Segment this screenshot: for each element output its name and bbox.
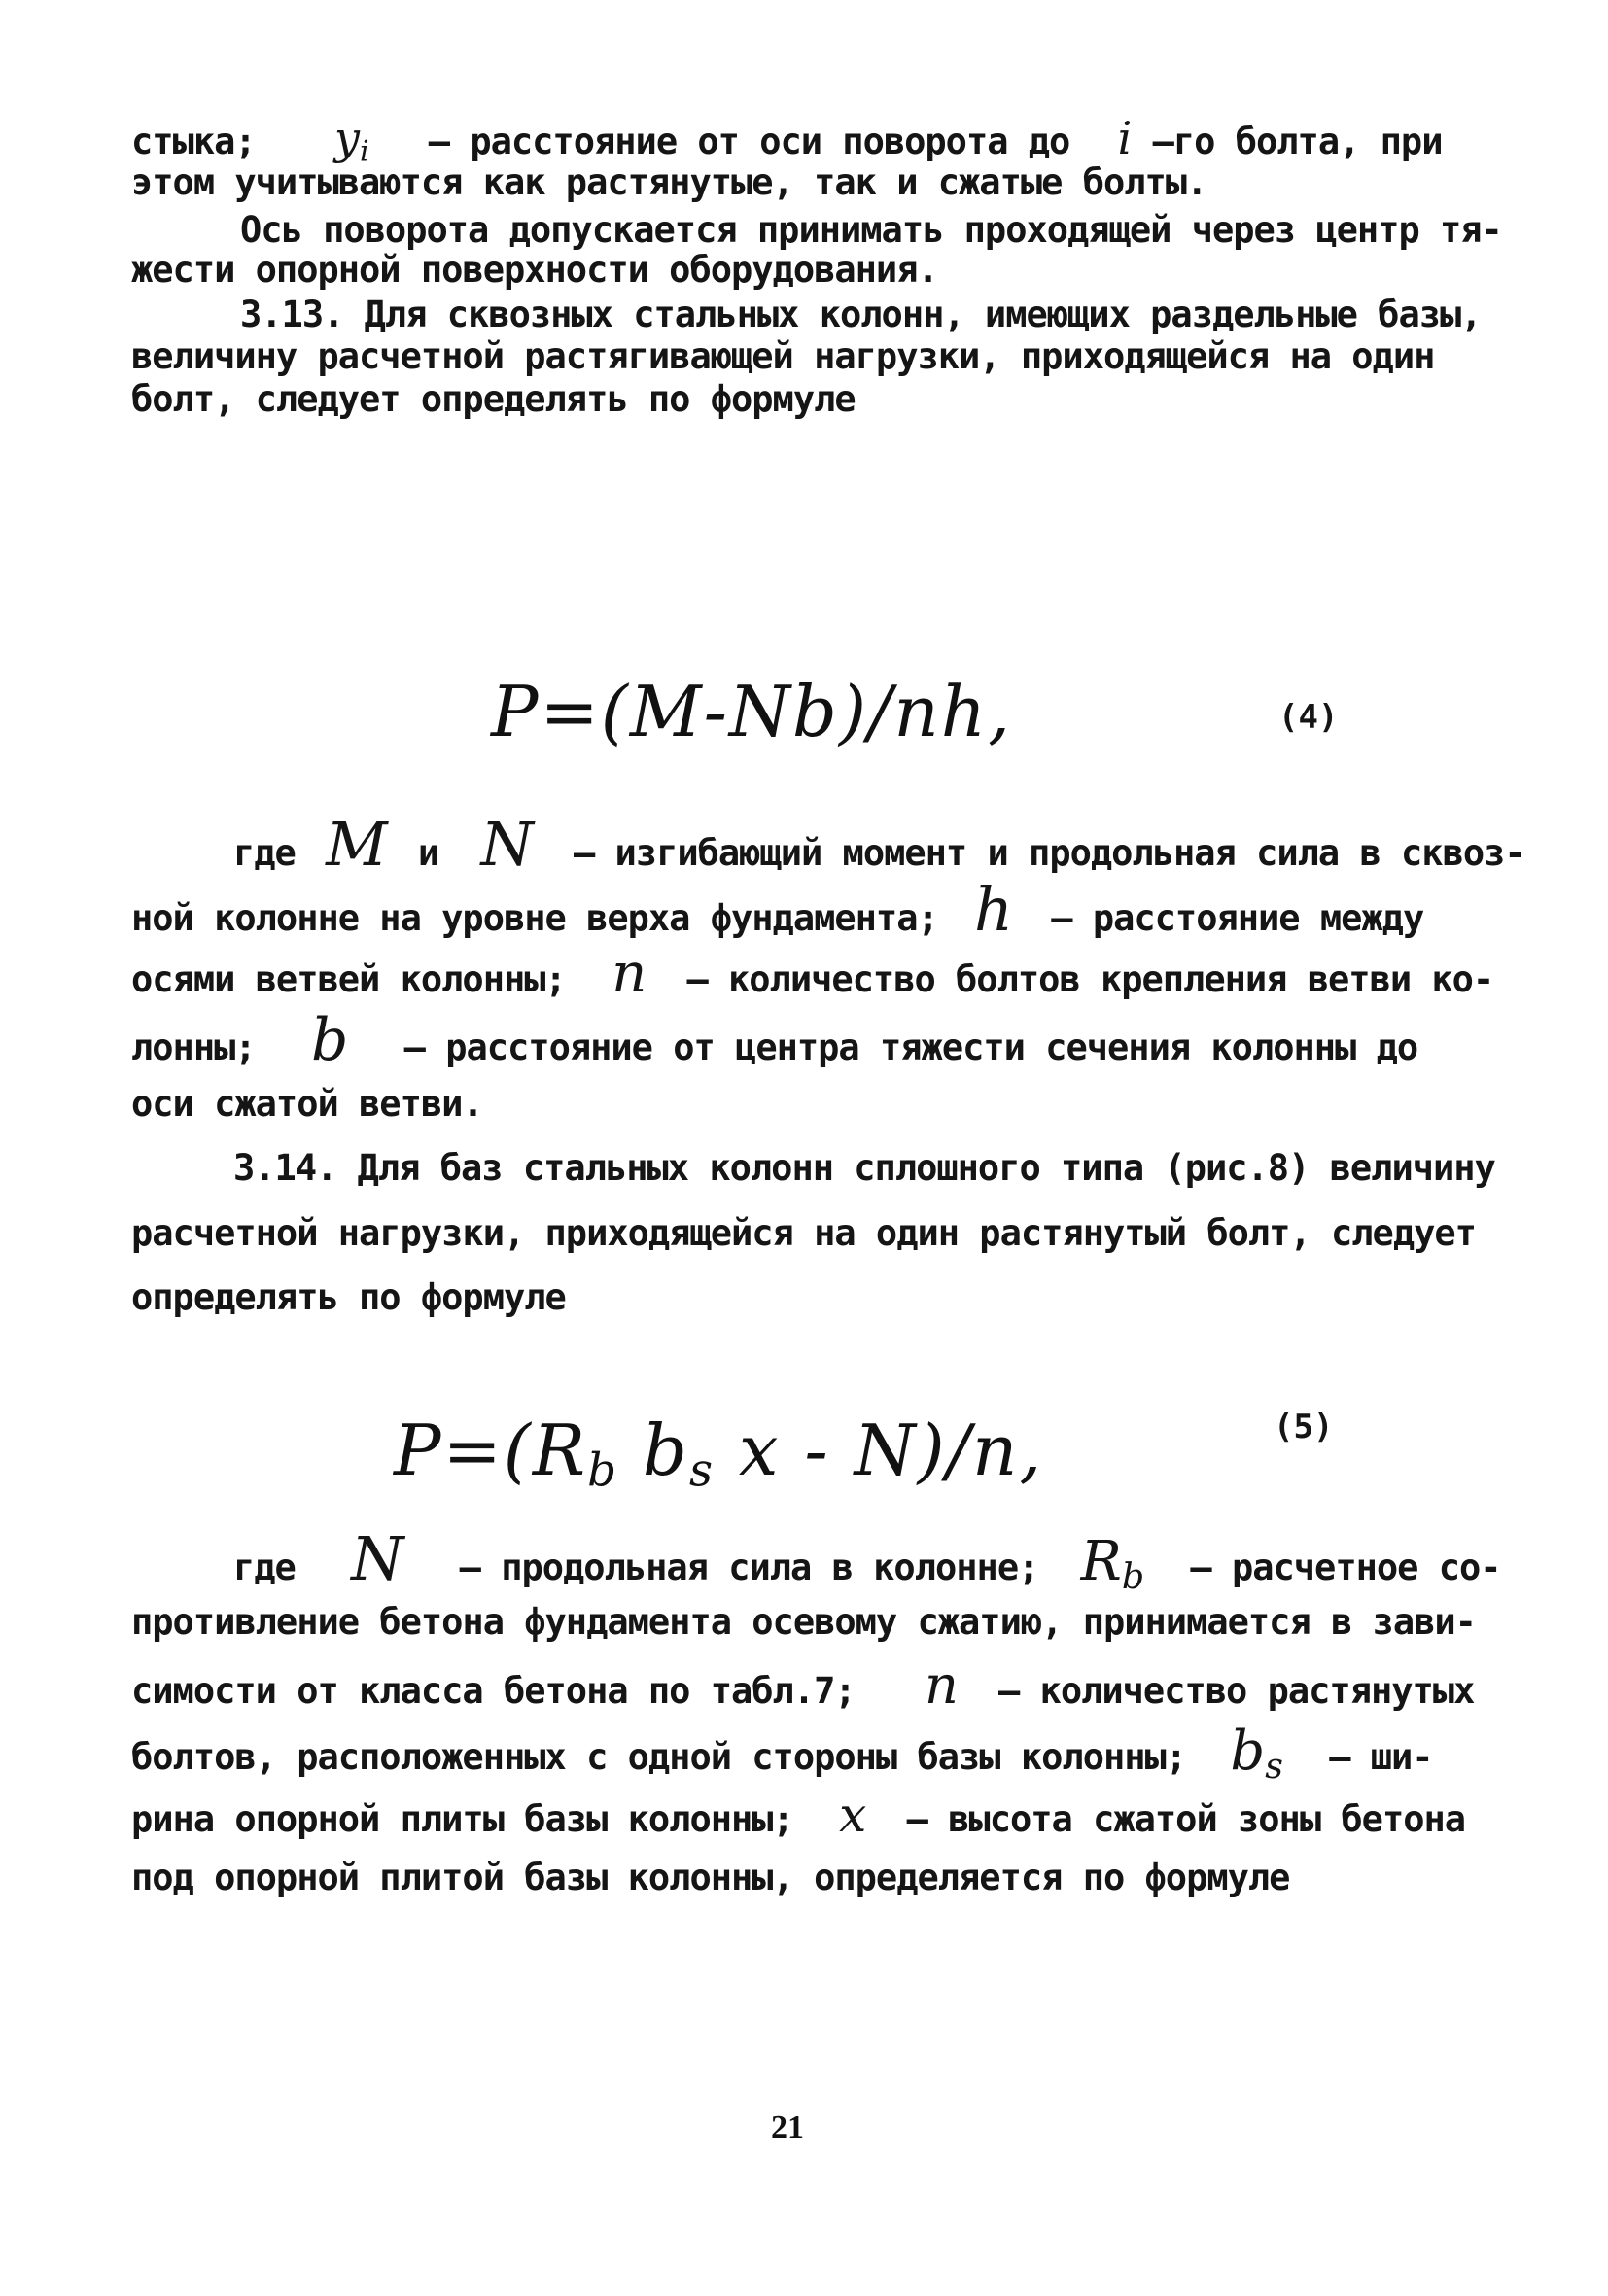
text-fragment: под опорной плитой базы колонны, определяется по формуле <box>131 1857 1290 1898</box>
text-line <box>131 159 1473 206</box>
text-fragment: этом учитываются как растянутые, так и сжатые болты. <box>131 161 1207 203</box>
equation-number-5: (5) <box>1274 1408 1334 1446</box>
text-fragment: стыка; <box>131 121 256 162</box>
symbol-N: N <box>351 1523 404 1594</box>
formula-subscript: s <box>689 1444 716 1498</box>
text-fragment: оси сжатой ветви. <box>131 1083 483 1125</box>
text-fragment: ной колонне на уровне верха фундамента; <box>131 897 938 939</box>
text-line <box>131 1599 1476 1646</box>
text-line <box>131 376 1473 423</box>
equation-number-4: (4) <box>1278 698 1339 737</box>
symbol-N: N <box>480 809 534 880</box>
formula-part: b <box>618 1409 690 1491</box>
text-fragment: и <box>417 832 439 874</box>
formula-subscript: b <box>587 1444 619 1498</box>
text-line <box>131 1720 1473 1790</box>
text-line <box>131 1855 1473 1901</box>
text-line <box>233 1145 1575 1192</box>
text-line <box>131 1274 1473 1321</box>
text-fragment: расчетной нагрузки, приходящейся на один растянутый болт, следует <box>131 1212 1476 1254</box>
symbol-text: R <box>1080 1530 1122 1593</box>
symbol-M: M <box>326 809 388 880</box>
text-fragment: – продольная сила в колонне; <box>459 1547 1039 1588</box>
text-fragment: где <box>233 832 296 874</box>
text-fragment: лонны; <box>131 1026 256 1068</box>
text-fragment: – изгибающий момент и продольная сила в сквоз- <box>573 832 1525 874</box>
text-fragment: –го болта, при <box>1152 121 1443 162</box>
text-fragment: 3.13. Для сквозных стальных колонн, имеющих раздельные базы, <box>240 294 1482 335</box>
symbol-b: b <box>310 1006 349 1074</box>
formula-part: P=(R <box>394 1409 588 1491</box>
text-line <box>131 874 1473 945</box>
text-fragment: – расчетное со- <box>1190 1547 1501 1588</box>
symbol-text: b <box>1230 1720 1266 1783</box>
symbol-Rb <box>1080 1530 1145 1600</box>
symbol-text: y <box>333 112 360 164</box>
text-fragment: болтов, расположенных с одной стороны базы колонны; <box>131 1736 1187 1778</box>
text-fragment: – ши- <box>1329 1736 1433 1778</box>
symbol-n: n <box>612 942 647 1005</box>
text-fragment: симости от класса бетона по табл.7; <box>131 1670 856 1712</box>
symbol-n: n <box>924 1654 959 1716</box>
symbol-bs <box>1230 1720 1283 1790</box>
symbol-subscript: b <box>1121 1555 1145 1598</box>
text-fragment: – высота сжатой зоны бетона <box>906 1798 1466 1840</box>
text-fragment: жести опорной поверхности оборудования. <box>131 249 938 291</box>
text-fragment: величину расчетной растягивающей нагрузки, приходящейся на один <box>131 335 1435 377</box>
page-number: 21 <box>771 2109 804 2145</box>
text-fragment: – количество болтов крепления ветви ко- <box>686 958 1494 1000</box>
text-fragment: Ось поворота допускается принимать проходящей через центр тя- <box>240 209 1502 251</box>
text-fragment: определять по формуле <box>131 1276 566 1318</box>
text-fragment: болт, следует определять по формуле <box>131 378 856 420</box>
text-fragment: – расстояние от оси поворота до <box>428 121 1070 162</box>
text-fragment: рина опорной плиты базы колонны; <box>131 1798 793 1840</box>
symbol-x: x <box>839 1787 867 1843</box>
formula-part: x - N)/n, <box>715 1409 1044 1491</box>
text-line <box>240 292 1582 338</box>
text-line <box>131 247 1473 294</box>
text-line <box>131 1787 1473 1843</box>
symbol-h: h <box>974 874 1013 945</box>
symbol-subscript: s <box>1265 1745 1283 1788</box>
text-line <box>131 1006 1473 1074</box>
symbol-i: i <box>1117 112 1133 164</box>
text-line <box>233 809 1575 880</box>
text-line <box>131 1210 1476 1257</box>
text-line <box>233 1523 1575 1600</box>
formula-4: P=(M-Nb)/nh, <box>491 671 1012 752</box>
text-fragment: осями ветвей колонны; <box>131 958 566 1000</box>
text-line <box>131 942 1494 1005</box>
text-line <box>131 1654 1475 1716</box>
text-line <box>131 333 1473 380</box>
text-fragment: – количество растянутых <box>998 1670 1475 1712</box>
text-line <box>131 1081 1473 1128</box>
text-fragment: – расстояние между <box>1051 897 1424 939</box>
text-fragment: противление бетона фундамента осевому сжатию, принимается в зави- <box>131 1601 1476 1643</box>
symbol-subscript: i <box>359 134 369 169</box>
formula-5 <box>394 1409 1043 1498</box>
text-fragment: где <box>233 1547 296 1588</box>
text-fragment: 3.14. Для баз стальных колонн сплошного типа (рис.8) величину <box>233 1147 1495 1189</box>
text-fragment: – расстояние от центра тяжести сечения колонны до <box>403 1026 1418 1068</box>
